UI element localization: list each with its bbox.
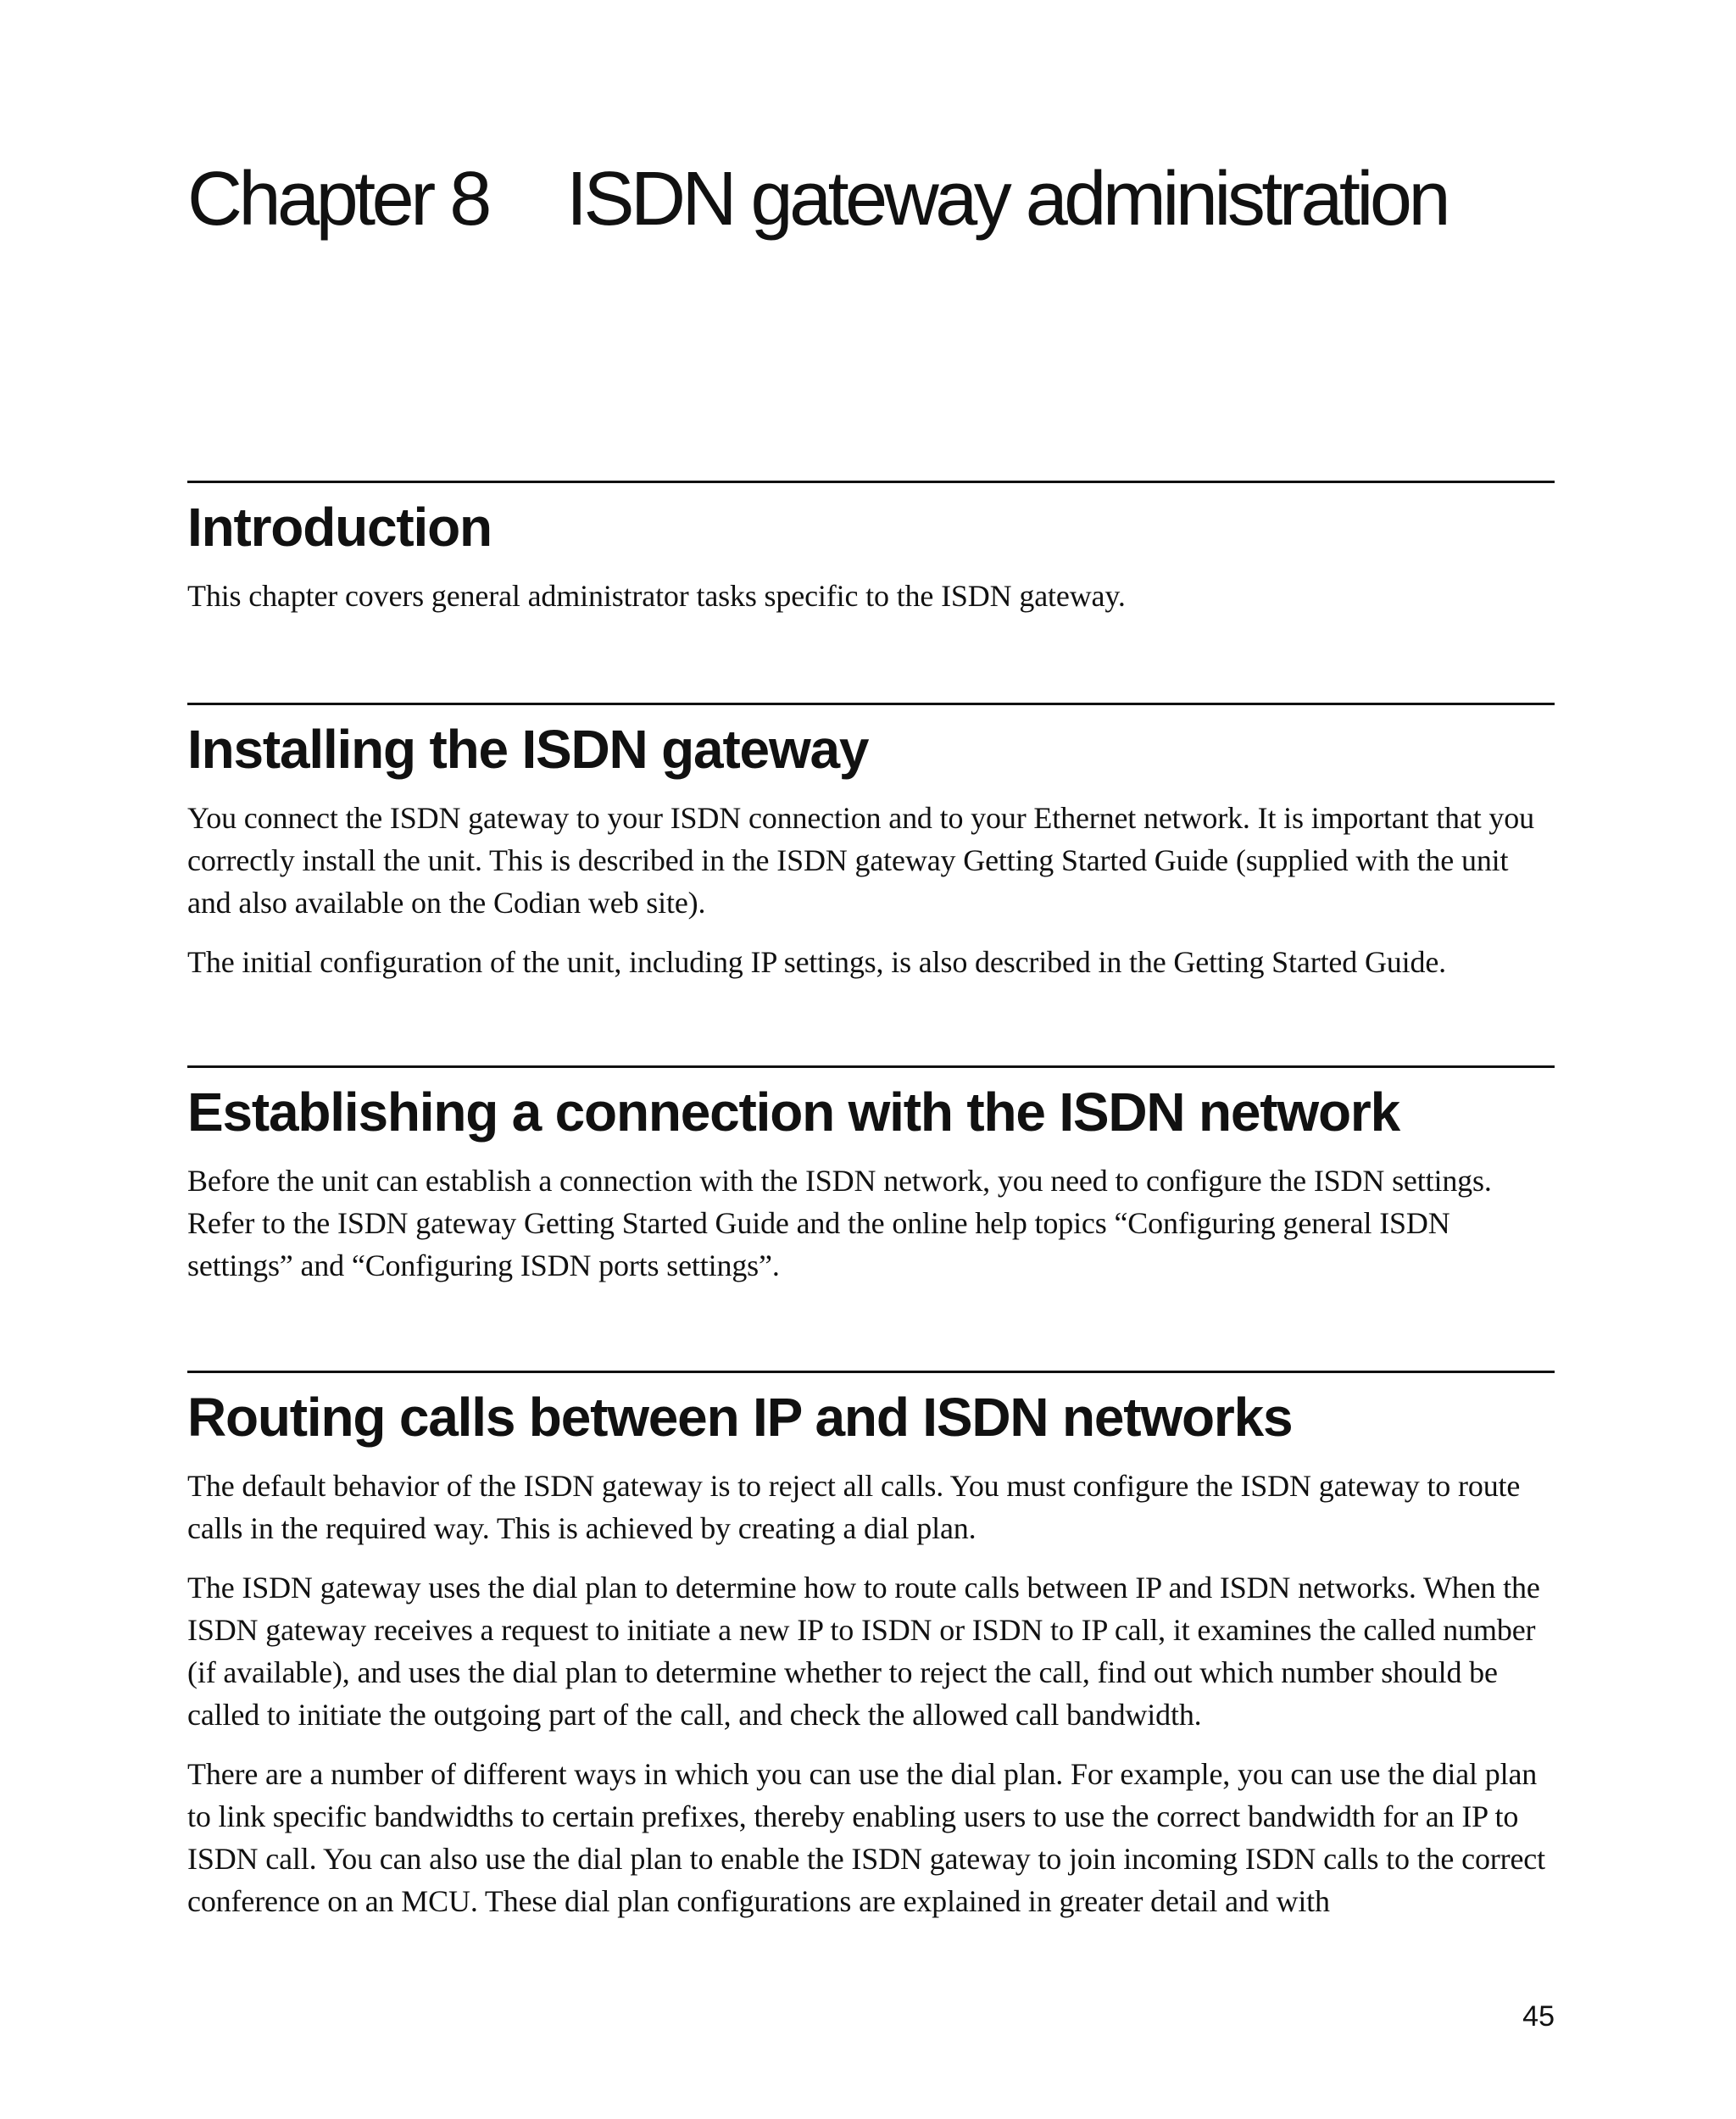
paragraph: The initial configuration of the unit, including IP settings, is also described in the Getting Started Guide. bbox=[187, 945, 1447, 979]
section-divider bbox=[187, 1371, 1555, 1373]
section-divider bbox=[187, 703, 1555, 705]
paragraph: The ISDN gateway uses the dial plan to determine how to route calls between IP and ISDN networks. When the ISDN gateway receives a request to initiate a new IP to ISDN or ISDN to IP call, it examines the called number (if available), and uses the dial plan to determine whether to reject the call, find out which number should be called to initiate the outgoing part of the call, and check the allowed call bandwidth. bbox=[187, 1571, 1540, 1732]
paragraph: You connect the ISDN gateway to your ISDN connection and to your Ethernet network. It is important that you correctly install the unit. This is described in the ISDN gateway Getting Started Guide (supplied with the unit and also available on the Codian web site). bbox=[187, 801, 1534, 920]
section-body bbox=[187, 1160, 1555, 1287]
chapter-title bbox=[187, 157, 1448, 242]
section-body bbox=[187, 1465, 1555, 1922]
chapter-name: ISDN gateway administration bbox=[566, 157, 1448, 242]
section-heading: Installing the ISDN gateway bbox=[187, 719, 869, 780]
section-body bbox=[187, 575, 1555, 617]
section-heading: Establishing a connection with the ISDN network bbox=[187, 1082, 1399, 1143]
section-establishing-connection bbox=[187, 1065, 1555, 1304]
paragraph: There are a number of different ways in which you can use the dial plan. For example, you can use the dial plan to link specific bandwidths to certain prefixes, thereby enabling users to use the correct bandwidth for an IP to ISDN call. You can also use the dial plan to enable the ISDN gateway to join incoming ISDN calls to the correct conference on an MCU. These dial plan configurations are explained in greater detail and with bbox=[187, 1757, 1545, 1918]
paragraph: The default behavior of the ISDN gateway is to reject all calls. You must configure the ISDN gateway to route calls in the required way. This is achieved by creating a dial plan. bbox=[187, 1469, 1521, 1545]
section-heading: Routing calls between IP and ISDN networks bbox=[187, 1387, 1293, 1448]
paragraph: Before the unit can establish a connection with the ISDN network, you need to configure the ISDN settings. Refer to the ISDN gateway Getting Started Guide and the online help topics “Configuring general ISDN settings” and “Configuring ISDN ports settings”. bbox=[187, 1164, 1492, 1282]
section-heading: Introduction bbox=[187, 497, 492, 558]
section-divider bbox=[187, 481, 1555, 483]
section-installing bbox=[187, 703, 1555, 1000]
section-introduction bbox=[187, 481, 1555, 634]
paragraph: This chapter covers general administrator tasks specific to the ISDN gateway. bbox=[187, 579, 1126, 613]
section-body bbox=[187, 797, 1555, 983]
chapter-number: Chapter 8 bbox=[187, 157, 488, 242]
page-number: 45 bbox=[1522, 2000, 1555, 2033]
section-divider bbox=[187, 1065, 1555, 1068]
section-routing-calls bbox=[187, 1371, 1555, 1939]
